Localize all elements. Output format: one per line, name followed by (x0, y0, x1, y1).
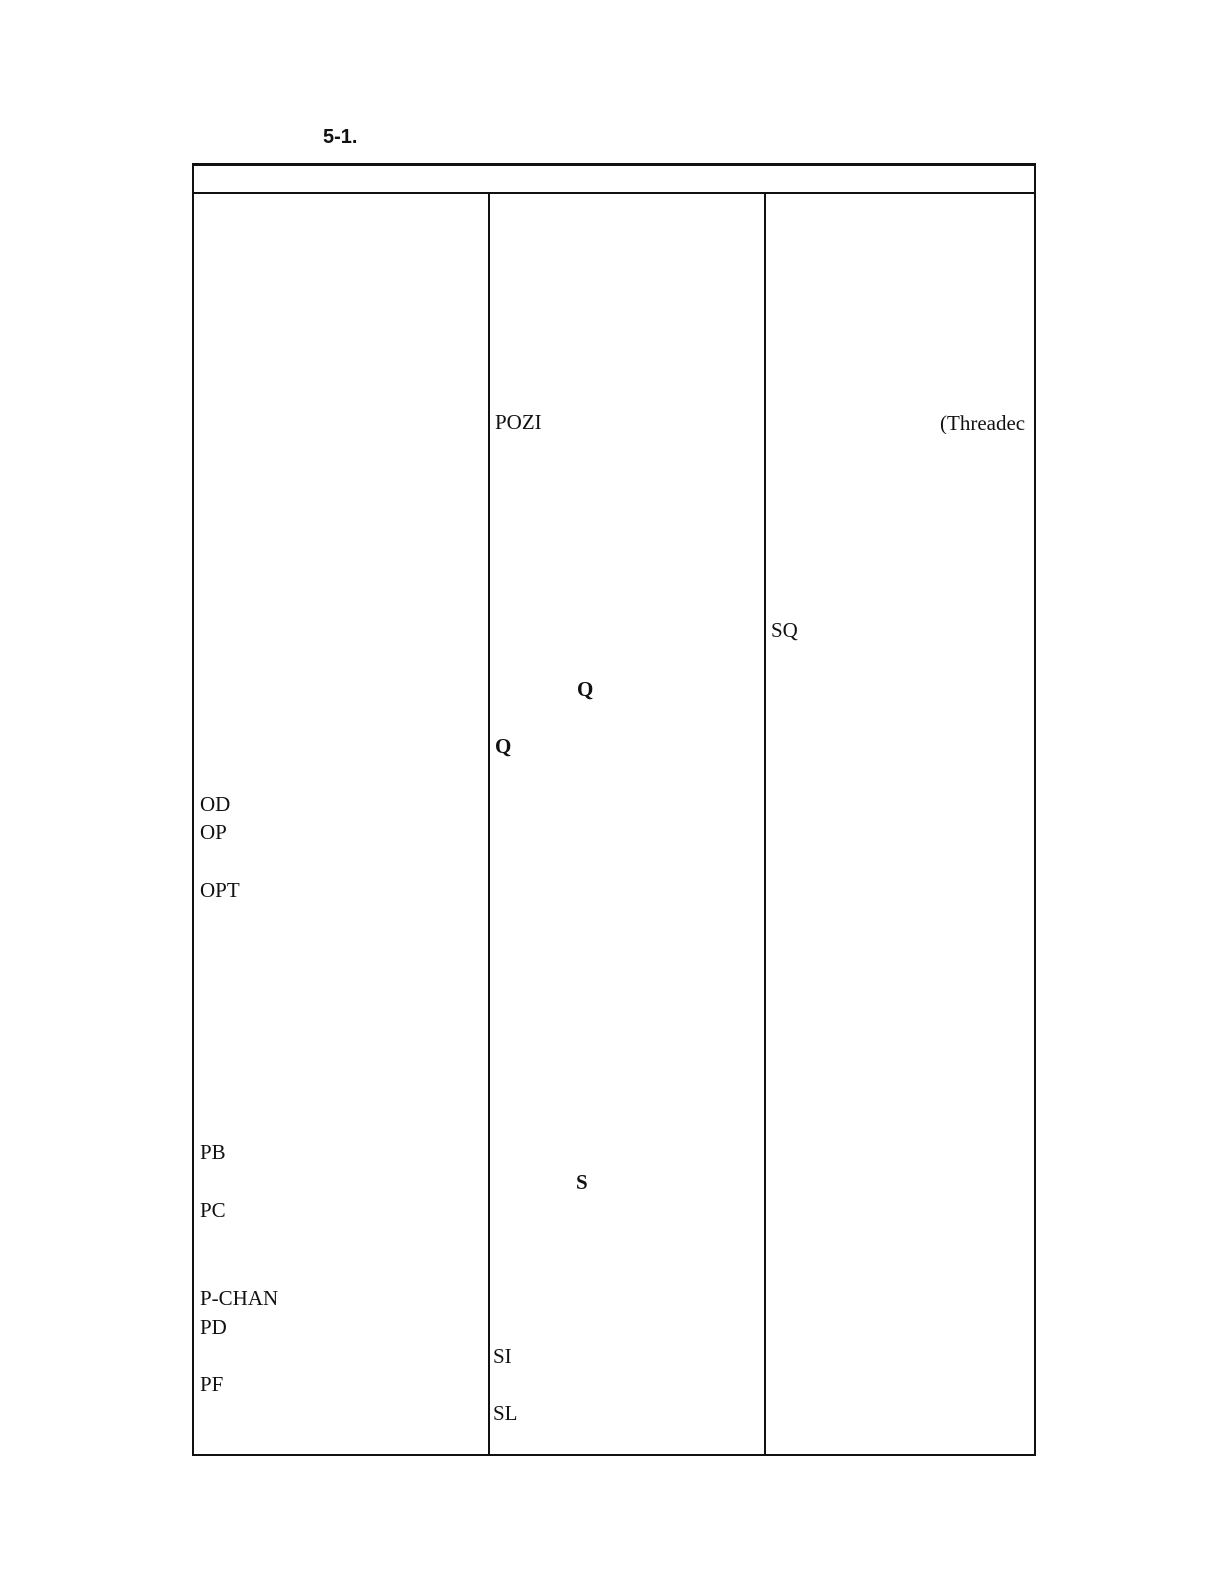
col1-entry: PF (200, 1372, 224, 1396)
col1-entry: PC (200, 1198, 226, 1222)
col1-entry: P-CHAN (200, 1286, 279, 1310)
table-number: 5-1. (323, 126, 358, 148)
col3-entry: SQ (771, 618, 798, 642)
col2-entry: Q (495, 734, 512, 758)
col1-entry: PD (200, 1315, 227, 1339)
col3-entry: (Threadec (940, 413, 1026, 434)
column-divider-1 (488, 193, 490, 1455)
col1-entry: OPT (200, 878, 240, 902)
col2-entry: Q (577, 677, 594, 701)
col2-entry: S (576, 1170, 588, 1194)
col2-entry: POZI (495, 410, 542, 434)
col1-entry: OP (200, 820, 227, 844)
table-frame (192, 163, 1036, 1456)
col1-entry: PB (200, 1140, 226, 1164)
table-header-rule (192, 192, 1036, 194)
col2-entry: SI (493, 1344, 512, 1368)
col1-entry: OD (200, 792, 231, 816)
col2-entry: SL (493, 1401, 518, 1425)
column-divider-2 (764, 193, 766, 1455)
